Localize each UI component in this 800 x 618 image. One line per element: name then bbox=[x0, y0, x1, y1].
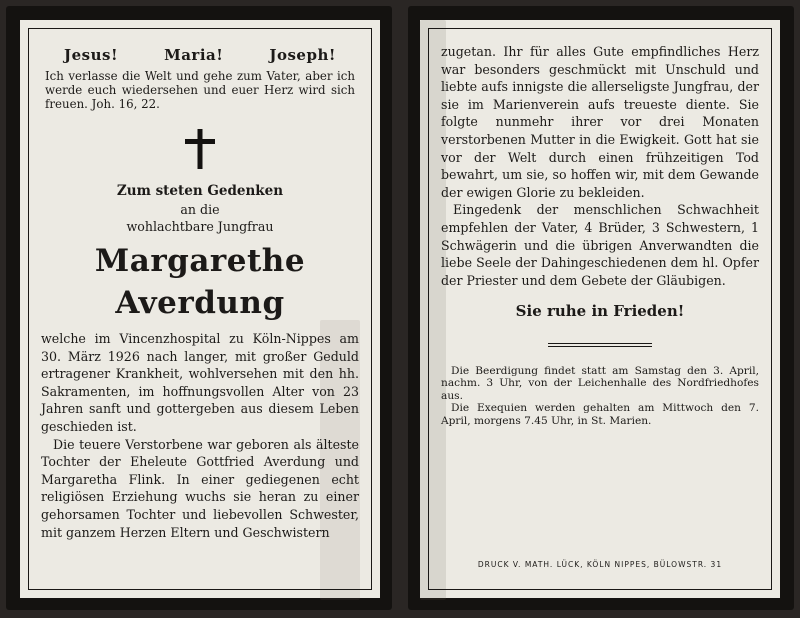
deceased-name: Margarethe Averdung bbox=[94, 242, 306, 321]
printer-imprint: DRUCK V. MATH. LÜCK, KÖLN NIPPES, BÜLOWSTR. 31 bbox=[477, 560, 723, 569]
invocation bbox=[41, 47, 359, 65]
honorific-line: wohlachtbare Jungfrau bbox=[126, 219, 274, 235]
right-panel bbox=[420, 20, 780, 598]
family-paragraph: Eingedenk der menschlichen Schwachheit empfehlen der Vater, 4 Brüder, 3 Schwestern, 1 Schwägerin und die übrigen Anverwandten die liebe Seele der Dahingeschiedenen dem hl. Opfer der Priester und dem Gebete der Gläubigen. bbox=[441, 202, 759, 288]
left-card bbox=[6, 6, 392, 610]
biography-paragraph: Die teuere Verstorbene war geboren als älteste Tochter der Eheleute Gottfried Averdung und Margaretha Flink. In einer gediegenen echt religiösen Erziehung wuchs sie heran zu einer gehorsamen Tochter und liebevollen Schwester, mit ganzem Herzen Eltern und Geschwistern bbox=[41, 436, 359, 540]
right-inner-border bbox=[428, 28, 772, 590]
divider-rule bbox=[548, 343, 652, 347]
right-card bbox=[408, 6, 794, 610]
rest-in-peace: Sie ruhe in Frieden! bbox=[515, 302, 685, 321]
scripture-quote: Ich verlasse die Welt und gehe zum Vater, aber ich werde euch wiedersehen und euer Herz wird sich freuen. Joh. 16, 22. bbox=[45, 68, 355, 111]
invocation-jesus: Jesus! bbox=[64, 46, 119, 64]
memory-heading: Zum steten Gedenken bbox=[116, 183, 284, 200]
an-die-line: an die bbox=[180, 201, 220, 217]
burial-notice: Die Beerdigung findet statt am Samstag den 3. April, nachm. 3 Uhr, von der Leichenhalle des Nordfriedhofes aus. bbox=[441, 364, 759, 402]
exequies-notice: Die Exequien werden gehalten am Mittwoch den 7. April, morgens 7.45 Uhr, in St. Marien. bbox=[441, 402, 759, 427]
invocation-maria: Maria! bbox=[164, 46, 224, 64]
death-paragraph: welche im Vincenzhospital zu Köln-Nippes am 30. März 1926 nach langer, mit großer Geduld ertragener Krankheit, wohlversehen mit den hh. Sakramenten, im hoffnungsvollen Alter von 23 Jahren sanft und gottergeben aus diesem Leben geschieden ist. bbox=[41, 330, 359, 434]
latin-cross-icon bbox=[185, 129, 215, 169]
left-inner-border bbox=[28, 28, 372, 590]
left-panel bbox=[20, 20, 380, 598]
character-paragraph: zugetan. Ihr für alles Gute empfindliches Herz war besonders geschmückt mit Unschuld und liebte aufs innigste die allerseligste Jungfrau, der sie im Marienverein aufs treueste diente. Sie folgte nunmehr ihrer vor drei Monaten verstorbenen Mutter in die Ewigkeit. Gott hat sie vor der Welt durch einen frühzeitigen Tod bewahrt, um sie, so hoffen wir, mit dem Gewande der ewigen Glorie zu bekleiden. bbox=[441, 44, 759, 200]
invocation-joseph: Joseph! bbox=[269, 46, 336, 64]
